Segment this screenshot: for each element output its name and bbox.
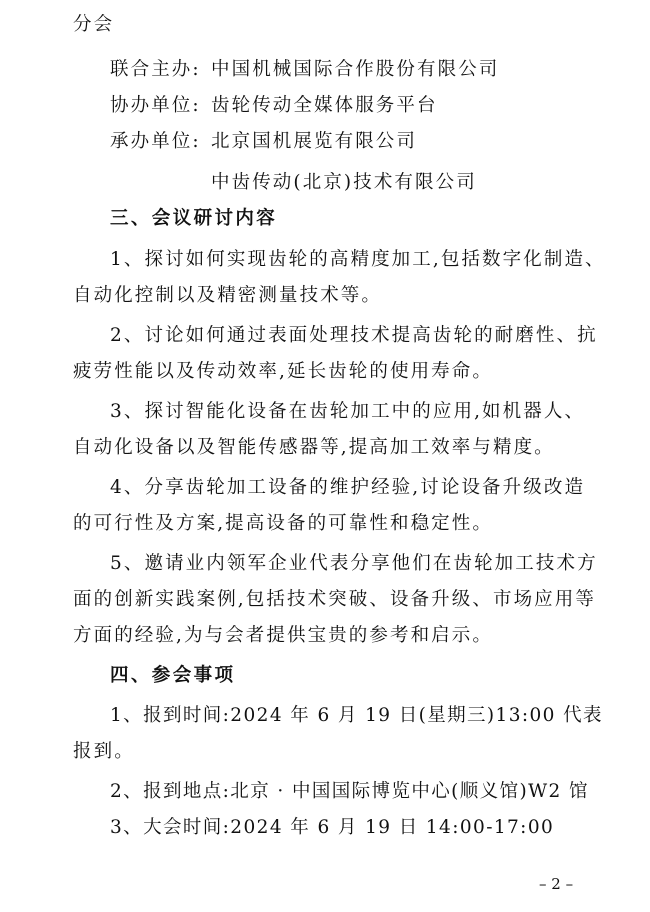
- host-value: 中国机械国际合作股份有限公司: [211, 59, 500, 80]
- undertaker-value-2: 中齿传动(北京)技术有限公司: [211, 172, 477, 193]
- page-number: – 2 –: [539, 875, 574, 893]
- s3-item4-line2: 的可行性及方案,提高设备的可靠性和稳定性。: [73, 513, 493, 534]
- s3-item4-line1: 4、分享齿轮加工设备的维护经验,讨论设备升级改造: [110, 477, 586, 498]
- s3-item5-line3: 方面的经验,为与会者提供宝贵的参考和启示。: [73, 625, 493, 646]
- s4-item1-line2: 报到。: [73, 741, 135, 762]
- s3-item5-line2: 面的创新实践案例,包括技术突破、设备升级、市场应用等: [73, 589, 596, 610]
- co-organizer-value: 齿轮传动全媒体服务平台: [211, 95, 438, 116]
- section3-heading: 三、会议研讨内容: [110, 208, 278, 229]
- s3-item3-line1: 3、探讨智能化设备在齿轮加工中的应用,如机器人、: [110, 401, 586, 422]
- s3-item2-line2: 疲劳性能以及传动效率,延长齿轮的使用寿命。: [73, 361, 493, 382]
- s3-item1-line2: 自动化控制以及精密测量技术等。: [73, 285, 383, 306]
- s3-item2-line1: 2、讨论如何通过表面处理技术提高齿轮的耐磨性、抗: [110, 325, 598, 346]
- undertaker-value: 北京国机展览有限公司: [211, 131, 418, 152]
- s3-item3-line2: 自动化设备以及智能传感器等,提高加工效率与精度。: [73, 437, 555, 458]
- s4-item2-line1: 2、报到地点:北京 · 中国国际博览中心(顺义馆)W2 馆: [110, 781, 589, 802]
- undertaker-label: 承办单位:: [110, 131, 201, 152]
- s3-item1-line1: 1、探讨如何实现齿轮的高精度加工,包括数字化制造、: [110, 249, 606, 270]
- section4-heading: 四、参会事项: [110, 665, 236, 686]
- host-label: 联合主办:: [110, 59, 201, 80]
- s4-item3-line1: 3、大会时间:2024 年 6 月 19 日 14:00-17:00: [110, 817, 555, 838]
- s3-item5-line1: 5、邀请业内领军企业代表分享他们在齿轮加工技术方: [110, 553, 598, 574]
- intro-tail: 分会: [73, 14, 115, 35]
- s4-item1-line1: 1、报到时间:2024 年 6 月 19 日(星期三)13:00 代表: [110, 705, 603, 726]
- co-organizer-label: 协办单位:: [110, 95, 201, 116]
